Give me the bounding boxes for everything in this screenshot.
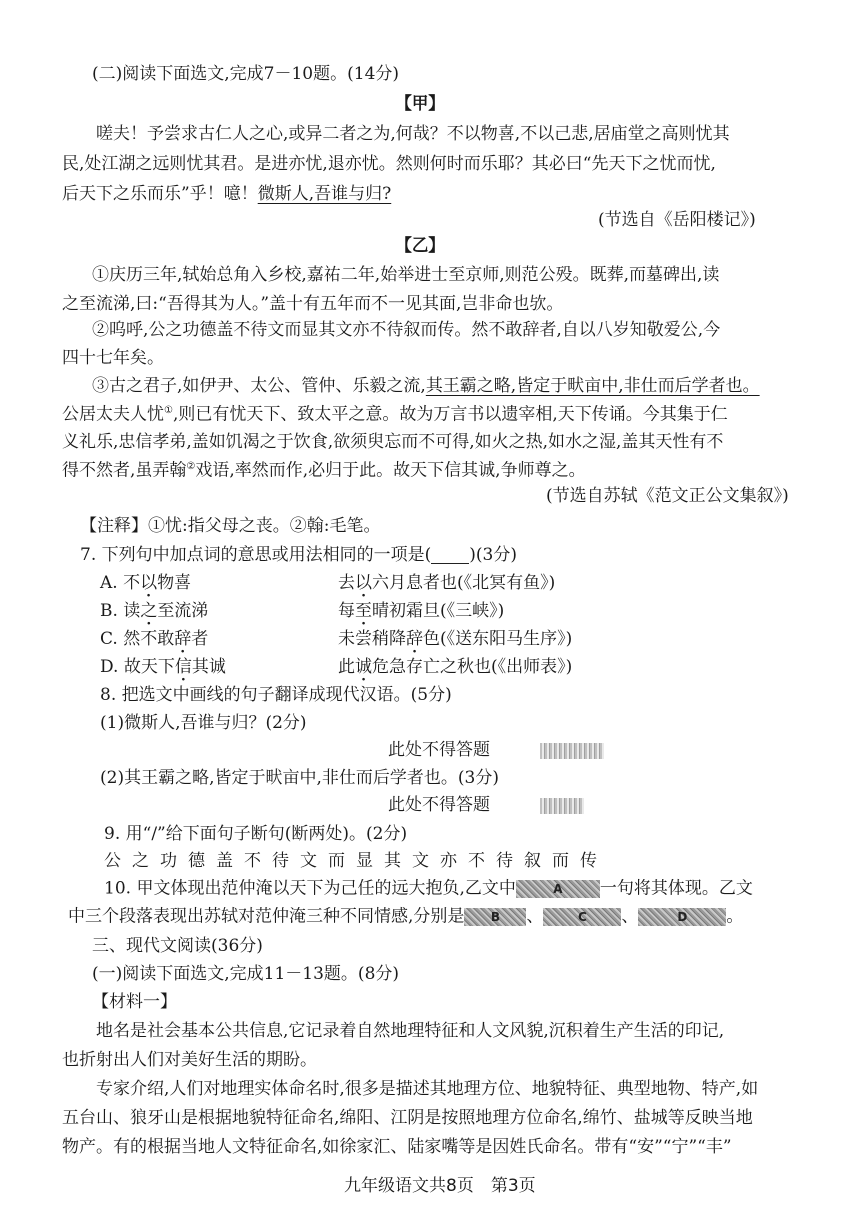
- passage-jia-line: [62, 186, 391, 203]
- question-7-option: [100, 631, 208, 648]
- passage-yi-line: [92, 378, 760, 395]
- passage-yi-line: 之至流涕,曰:“吾得其为人。”盖十有五年而不一见其面,岂非命也欤。: [62, 294, 564, 314]
- passage-yi-text: 得不然者,虽弄翰: [62, 460, 187, 481]
- option-text: 未尝稍降: [338, 629, 406, 649]
- question-10-line: [104, 880, 753, 898]
- section3-header: 三、现代文阅读(36分): [92, 936, 263, 956]
- question-7-option: [100, 575, 191, 592]
- question-7-option: [100, 603, 208, 620]
- option-text: 色(《送东阳马生序》): [423, 629, 573, 649]
- option-text: A. 不: [100, 573, 141, 593]
- no-answer-zone: [388, 797, 584, 814]
- answer-blank[interactable]: [431, 547, 469, 564]
- passage-yi-label: 【乙】: [395, 236, 445, 256]
- question-7-text: 7. 下列句中加点词的意思或用法相同的一项是(: [80, 545, 432, 565]
- question-7-option: [100, 659, 226, 676]
- option-text: 每: [338, 601, 355, 621]
- passage-yi-text: 公居太夫人忧: [62, 404, 164, 425]
- answer-slot-c: C: [543, 908, 621, 926]
- option-text: 晴初霜旦(《三峡》): [372, 601, 505, 621]
- option-text: 危急存亡之秋也(《出师表》): [372, 657, 573, 677]
- underlined-sentence: 其王霸之略,皆定于畎亩中,非仕而后学者也。: [425, 376, 760, 396]
- annotation-notes: 【注释】①忧:指父母之丧。②翰:毛笔。: [80, 516, 381, 536]
- passage-yi-line: ②呜呼,公之功德盖不待文而显其文亦不待叙而传。然不敢辞者,自以八岁知敬爱公,今: [92, 320, 721, 340]
- answer-slot-b: B: [464, 908, 526, 926]
- answer-slot-a: A: [516, 880, 600, 898]
- question-10-text: 中三个段落表现出苏轼对范仲淹三种不同情感,分别是: [68, 906, 465, 927]
- material1-line: 五台山、狼牙山是根据地貌特征命名,绵阳、江阴是按照地理方位命名,绵竹、盐城等反映当地: [62, 1108, 753, 1128]
- dotted-word: 以: [140, 573, 158, 593]
- option-text: 物喜: [157, 573, 192, 593]
- dotted-word: 至: [355, 601, 372, 621]
- question-8-sub2: (2)其王霸之略,皆定于畎亩中,非仕而后学者也。(3分): [100, 768, 499, 788]
- separator: 、: [621, 906, 639, 927]
- passage-jia-line: 嗟夫！予尝求古仁人之心,或异二者之为,何哉？不以物喜,不以己悲,居庙堂之高则忧其: [96, 124, 730, 144]
- dotted-word: 诚: [355, 657, 372, 677]
- passage-yi-line: [62, 462, 586, 480]
- separator: 、: [526, 906, 544, 927]
- material1-line: 也折射出人们对美好生活的期盼。: [62, 1050, 317, 1070]
- passage-yi-line: 义礼乐,忠信孝弟,盖如饥渴之于饮食,欲须臾忘而不可得,如火之热,如水之湿,盖其天性有不: [62, 432, 724, 452]
- passage-yi-line: 四十七年矣。: [62, 348, 164, 368]
- option-text: 六月息者也(《北冥有鱼》): [372, 573, 556, 593]
- material1-label: 【材料一】: [92, 992, 177, 1012]
- question-7-option-compare: [338, 603, 504, 620]
- option-text: 至流涕: [157, 601, 209, 621]
- dotted-word: 信: [174, 657, 192, 677]
- dotted-word: 以: [355, 573, 372, 593]
- passage-yi-line: [62, 406, 728, 424]
- passage-yi-source: (节选自苏轼《范文正公文集叙》): [546, 486, 789, 506]
- question-10-text: 一句将其体现。乙文: [599, 878, 753, 899]
- passage-yi-text: ,则已有忧天下、致太平之意。故为万言书以遗宰相,天下传诵。今其集于仁: [172, 404, 728, 425]
- passage-jia-text: 后天下之乐而乐”乎！噫！: [62, 184, 258, 204]
- material1-line: 地名是社会基本公共信息,它记录着自然地理特征和人文风貌,沉积着生产生活的印记,: [96, 1021, 725, 1041]
- footnote-mark: ②: [186, 461, 196, 472]
- option-text: B. 读: [100, 601, 141, 621]
- passage-jia-line: 民,处江湖之远则忧其君。是进亦忧,退亦忧。然则何时而乐耶？其必曰“先天下之忧而忧,: [62, 154, 716, 174]
- option-text: C. 然不敢: [100, 629, 175, 649]
- option-text: D. 故天下: [100, 657, 175, 677]
- material1-line: 物产。有的根据当地人文特征命名,如徐家汇、陆家嘴等是因姓氏命名。带有“安”“宁”“丰”: [62, 1137, 732, 1157]
- question-7-text: )(3分): [469, 545, 517, 565]
- redaction-mark: [540, 743, 604, 759]
- question-10-text: 。: [726, 906, 744, 927]
- passage-jia-label: 【甲】: [395, 94, 445, 114]
- passage-yi-line: ①庆历三年,轼始总角入乡校,嘉祐二年,始举进士至京师,则范公殁。既葬,而墓碑出,读: [92, 265, 720, 285]
- passage-jia-source: (节选自《岳阳楼记》): [598, 210, 756, 230]
- section3-1-header: (一)阅读下面选文,完成11－13题。(8分): [92, 964, 400, 984]
- no-answer-label: 此处不得答题: [388, 795, 490, 815]
- question-10-text: 10. 甲文体现出范仲淹以天下为己任的远大抱负,乙文中: [104, 878, 516, 899]
- question-8-sub1: (1)微斯人,吾谁与归？(2分): [100, 713, 307, 733]
- passage-yi-text: ③古之君子,如伊尹、太公、管仲、乐毅之流,: [92, 376, 426, 396]
- dotted-word: 辞: [406, 629, 423, 649]
- option-text: 去: [338, 573, 355, 593]
- underlined-sentence: 微斯人,吾谁与归?: [257, 184, 392, 204]
- question-8-stem: 8. 把选文中画线的句子翻译成现代汉语。(5分): [100, 685, 452, 705]
- no-answer-zone: [388, 742, 604, 759]
- option-text: 此: [338, 657, 355, 677]
- question-7-option-compare: [338, 631, 572, 648]
- material1-line: 专家介绍,人们对地理实体命名时,很多是描述其地理方位、地貌特征、典型地物、特产,如: [96, 1079, 759, 1099]
- footnote-mark: ①: [164, 405, 173, 416]
- question-7-option-compare: [338, 575, 555, 592]
- dotted-word: 之: [140, 601, 158, 621]
- no-answer-label: 此处不得答题: [388, 740, 490, 760]
- dotted-word: 辞: [174, 629, 192, 649]
- question-7-stem: [80, 547, 517, 564]
- question-10-line: [68, 908, 743, 926]
- page-footer: 九年级语文共8页 第3页: [344, 1176, 536, 1196]
- option-text: 者: [191, 629, 209, 649]
- option-text: 其诚: [191, 657, 226, 677]
- question-7-option-compare: [338, 659, 572, 676]
- passage-yi-text: 戏语,率然而作,必归于此。故天下信其诚,争师尊之。: [195, 460, 586, 481]
- answer-slot-d: D: [638, 908, 726, 926]
- redaction-mark: [540, 798, 584, 814]
- question-9-stem: 9. 用“/”给下面句子断句(断两处)。(2分): [104, 824, 408, 844]
- question-9-sentence: 公之功德盖不待文而显其文亦不待叙而传: [104, 851, 608, 871]
- section2-header: (二)阅读下面选文,完成7－10题。(14分): [92, 64, 400, 84]
